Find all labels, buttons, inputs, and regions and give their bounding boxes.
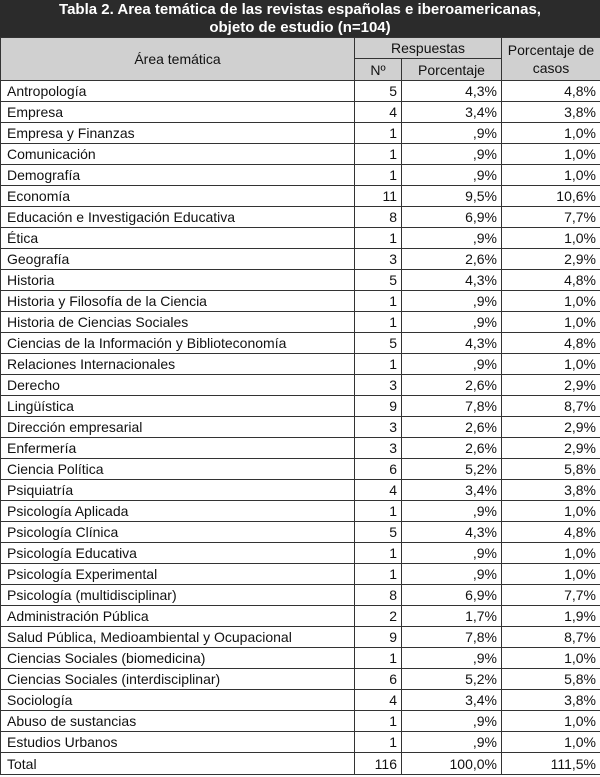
cell-area: Educación e Investigación Educativa xyxy=(1,207,355,228)
cell-porcentaje: 3,4% xyxy=(402,480,502,501)
cell-porcentaje-casos: 3,8% xyxy=(502,480,600,501)
total-row xyxy=(1,753,600,775)
cell-area: Abuso de sustancias xyxy=(1,711,355,732)
cell-porcentaje: 4,3% xyxy=(402,270,502,291)
cell-porcentaje: 2,6% xyxy=(402,249,502,270)
cell-porcentaje: ,9% xyxy=(402,312,502,333)
cell-n: 6 xyxy=(355,669,402,690)
cell-porcentaje-casos: 1,9% xyxy=(502,606,600,627)
table-row xyxy=(1,396,600,417)
cell-area: Psicología (multidisciplinar) xyxy=(1,585,355,606)
cell-n: 8 xyxy=(355,207,402,228)
cell-porcentaje-casos: 1,0% xyxy=(502,732,600,753)
cell-n: 1 xyxy=(355,123,402,144)
cell-n: 5 xyxy=(355,270,402,291)
cell-area: Empresa y Finanzas xyxy=(1,123,355,144)
table-row xyxy=(1,564,600,585)
cell-porcentaje: 9,5% xyxy=(402,186,502,207)
cell-area: Enfermería xyxy=(1,438,355,459)
cell-n: 3 xyxy=(355,249,402,270)
cell-area: Ciencias Sociales (biomedicina) xyxy=(1,648,355,669)
cell-n: 3 xyxy=(355,375,402,396)
cell-porcentaje-casos: 4,8% xyxy=(502,333,600,354)
cell-n: 1 xyxy=(355,711,402,732)
cell-area: Administración Pública xyxy=(1,606,355,627)
cell-n: 1 xyxy=(355,648,402,669)
cell-n: 1 xyxy=(355,291,402,312)
cell-n: 5 xyxy=(355,333,402,354)
cell-porcentaje: 3,4% xyxy=(402,102,502,123)
cell-n: 3 xyxy=(355,417,402,438)
cell-n: 1 xyxy=(355,312,402,333)
cell-n: 3 xyxy=(355,438,402,459)
cell-porcentaje-casos: 1,0% xyxy=(502,165,600,186)
table-row xyxy=(1,291,600,312)
cell-n: 5 xyxy=(355,522,402,543)
table-row xyxy=(1,732,600,753)
cell-area: Empresa xyxy=(1,102,355,123)
cell-n: 4 xyxy=(355,690,402,711)
table-row xyxy=(1,522,600,543)
cell-porcentaje: ,9% xyxy=(402,564,502,585)
table-title-line-2: objeto de estudio (n=104) xyxy=(209,19,391,36)
cell-porcentaje: ,9% xyxy=(402,144,502,165)
cell-porcentaje: ,9% xyxy=(402,123,502,144)
cell-porcentaje: 7,8% xyxy=(402,396,502,417)
cell-porcentaje: 2,6% xyxy=(402,375,502,396)
cell-porcentaje: 4,3% xyxy=(402,81,502,102)
table-row xyxy=(1,711,600,732)
cell-area: Historia y Filosofía de la Ciencia xyxy=(1,291,355,312)
table-row xyxy=(1,312,600,333)
cell-n: 6 xyxy=(355,459,402,480)
cell-n: 1 xyxy=(355,165,402,186)
cell-porcentaje-casos: 7,7% xyxy=(502,585,600,606)
header-n: Nº xyxy=(355,59,402,81)
cell-n: 9 xyxy=(355,627,402,648)
table-row xyxy=(1,228,600,249)
cell-area: Ciencias Sociales (interdisciplinar) xyxy=(1,669,355,690)
cell-porcentaje-casos: 2,9% xyxy=(502,417,600,438)
table-row xyxy=(1,123,600,144)
cell-porcentaje-casos: 8,7% xyxy=(502,627,600,648)
cell-porcentaje-casos: 5,8% xyxy=(502,459,600,480)
cell-area: Psicología Clínica xyxy=(1,522,355,543)
table-row xyxy=(1,354,600,375)
cell-area: Estudios Urbanos xyxy=(1,732,355,753)
total-n: 116 xyxy=(355,753,402,775)
cell-n: 1 xyxy=(355,543,402,564)
cell-porcentaje: ,9% xyxy=(402,228,502,249)
cell-area: Psicología Educativa xyxy=(1,543,355,564)
cell-porcentaje: 7,8% xyxy=(402,627,502,648)
cell-area: Psicología Experimental xyxy=(1,564,355,585)
table-row xyxy=(1,249,600,270)
cell-porcentaje-casos: 1,0% xyxy=(502,312,600,333)
cell-porcentaje: ,9% xyxy=(402,354,502,375)
cell-n: 4 xyxy=(355,102,402,123)
table-row xyxy=(1,606,600,627)
cell-porcentaje: ,9% xyxy=(402,543,502,564)
cell-n: 1 xyxy=(355,228,402,249)
cell-n: 1 xyxy=(355,501,402,522)
cell-porcentaje: 1,7% xyxy=(402,606,502,627)
cell-n: 4 xyxy=(355,480,402,501)
cell-n: 9 xyxy=(355,396,402,417)
cell-porcentaje-casos: 1,0% xyxy=(502,228,600,249)
cell-porcentaje-casos: 4,8% xyxy=(502,522,600,543)
cell-area: Lingüística xyxy=(1,396,355,417)
cell-porcentaje-casos: 8,7% xyxy=(502,396,600,417)
cell-porcentaje-casos: 1,0% xyxy=(502,543,600,564)
table-row xyxy=(1,333,600,354)
cell-area: Psicología Aplicada xyxy=(1,501,355,522)
table-row xyxy=(1,375,600,396)
cell-porcentaje: 2,6% xyxy=(402,438,502,459)
cell-n: 1 xyxy=(355,144,402,165)
cell-porcentaje-casos: 1,0% xyxy=(502,354,600,375)
cell-area: Historia xyxy=(1,270,355,291)
cell-area: Ciencia Política xyxy=(1,459,355,480)
cell-porcentaje: ,9% xyxy=(402,648,502,669)
cell-porcentaje-casos: 1,0% xyxy=(502,564,600,585)
cell-porcentaje: 3,4% xyxy=(402,690,502,711)
header-area: Área temática xyxy=(1,38,355,81)
cell-porcentaje-casos: 1,0% xyxy=(502,291,600,312)
cell-area: Economía xyxy=(1,186,355,207)
cell-porcentaje-casos: 1,0% xyxy=(502,123,600,144)
cell-area: Dirección empresarial xyxy=(1,417,355,438)
table-row xyxy=(1,543,600,564)
cell-area: Geografía xyxy=(1,249,355,270)
table-row xyxy=(1,459,600,480)
cell-porcentaje-casos: 1,0% xyxy=(502,501,600,522)
table-title-line-1: Tabla 2. Area temática de las revistas españolas e iberoamericanas, xyxy=(59,1,541,18)
cell-porcentaje: 5,2% xyxy=(402,459,502,480)
cell-porcentaje: ,9% xyxy=(402,501,502,522)
table-row xyxy=(1,501,600,522)
cell-porcentaje-casos: 3,8% xyxy=(502,690,600,711)
cell-area: Demografía xyxy=(1,165,355,186)
cell-n: 1 xyxy=(355,564,402,585)
table-row xyxy=(1,102,600,123)
cell-porcentaje: 4,3% xyxy=(402,333,502,354)
cell-porcentaje-casos: 4,8% xyxy=(502,270,600,291)
cell-porcentaje: ,9% xyxy=(402,711,502,732)
cell-area: Ciencias de la Información y Biblioteconomía xyxy=(1,333,355,354)
cell-porcentaje: 4,3% xyxy=(402,522,502,543)
cell-area: Relaciones Internacionales xyxy=(1,354,355,375)
cell-area: Sociología xyxy=(1,690,355,711)
cell-porcentaje: ,9% xyxy=(402,291,502,312)
header-porcentaje-casos: Porcentaje de casos xyxy=(502,38,600,81)
cell-area: Comunicación xyxy=(1,144,355,165)
table-row xyxy=(1,585,600,606)
cell-porcentaje-casos: 10,6% xyxy=(502,186,600,207)
cell-porcentaje-casos: 2,9% xyxy=(502,249,600,270)
table-row xyxy=(1,648,600,669)
cell-area: Historia de Ciencias Sociales xyxy=(1,312,355,333)
cell-porcentaje: 2,6% xyxy=(402,417,502,438)
table-row xyxy=(1,438,600,459)
cell-porcentaje: 5,2% xyxy=(402,669,502,690)
table-row xyxy=(1,165,600,186)
table-row xyxy=(1,144,600,165)
total-porcentaje: 100,0% xyxy=(402,753,502,775)
cell-n: 1 xyxy=(355,354,402,375)
cell-area: Ética xyxy=(1,228,355,249)
table-title xyxy=(0,0,600,37)
total-label: Total xyxy=(1,753,355,775)
cell-porcentaje: 6,9% xyxy=(402,207,502,228)
cell-n: 5 xyxy=(355,81,402,102)
cell-porcentaje: 6,9% xyxy=(402,585,502,606)
table-row xyxy=(1,480,600,501)
cell-area: Salud Pública, Medioambiental y Ocupacional xyxy=(1,627,355,648)
table-row xyxy=(1,81,600,102)
cell-porcentaje-casos: 2,9% xyxy=(502,438,600,459)
table-row xyxy=(1,669,600,690)
cell-porcentaje: ,9% xyxy=(402,165,502,186)
header-porcentaje: Porcentaje xyxy=(402,59,502,81)
cell-n: 1 xyxy=(355,732,402,753)
cell-area: Psiquiatría xyxy=(1,480,355,501)
cell-n: 11 xyxy=(355,186,402,207)
table-row xyxy=(1,186,600,207)
header-respuestas: Respuestas xyxy=(355,38,502,59)
table-row xyxy=(1,417,600,438)
cell-area: Derecho xyxy=(1,375,355,396)
table-body xyxy=(1,81,600,775)
cell-n: 2 xyxy=(355,606,402,627)
total-porcentaje-casos: 111,5% xyxy=(502,753,600,775)
cell-porcentaje-casos: 4,8% xyxy=(502,81,600,102)
table-row xyxy=(1,627,600,648)
table-row xyxy=(1,690,600,711)
data-table xyxy=(0,37,600,775)
cell-porcentaje-casos: 7,7% xyxy=(502,207,600,228)
cell-porcentaje-casos: 3,8% xyxy=(502,102,600,123)
table-row xyxy=(1,270,600,291)
table-row xyxy=(1,207,600,228)
cell-n: 8 xyxy=(355,585,402,606)
cell-porcentaje-casos: 2,9% xyxy=(502,375,600,396)
cell-porcentaje: ,9% xyxy=(402,732,502,753)
cell-porcentaje-casos: 5,8% xyxy=(502,669,600,690)
cell-porcentaje-casos: 1,0% xyxy=(502,144,600,165)
cell-area: Antropología xyxy=(1,81,355,102)
cell-porcentaje-casos: 1,0% xyxy=(502,648,600,669)
cell-porcentaje-casos: 1,0% xyxy=(502,711,600,732)
